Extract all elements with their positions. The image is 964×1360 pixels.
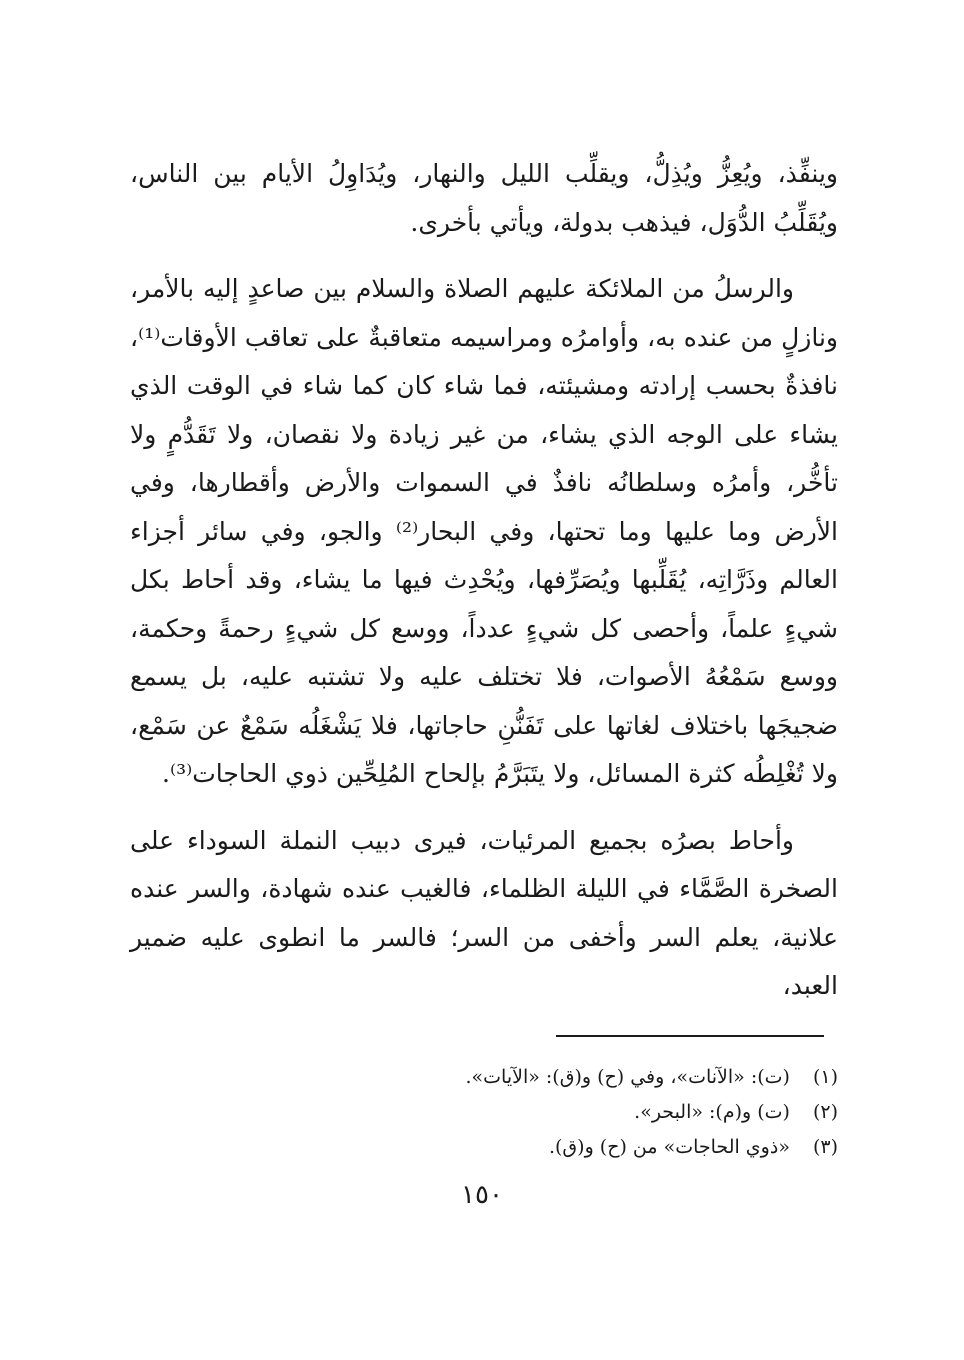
footnote-text: (ت) و(م): «البحر». bbox=[634, 1101, 790, 1123]
paragraph-1: وينفِّذ، ويُعِزُّ ويُذِلُّ، ويقلِّب الليل والنهار، ويُدَاوِلُ الأيام بين الناس، ويُقَلِّبُ الدُّوَل، فيذهب بدولة، ويأتي بأخرى. bbox=[130, 159, 838, 237]
footnote-text: (ت): «الآنات»، وفي (ح) و(ق): «الآيات». bbox=[465, 1066, 790, 1088]
footnote-2 bbox=[130, 1095, 838, 1130]
footnotes bbox=[130, 1060, 838, 1165]
main-text bbox=[130, 150, 838, 1011]
footnote-3 bbox=[130, 1130, 838, 1165]
footnote-number: (٢) bbox=[812, 1101, 838, 1123]
paragraph-2: والرسلُ من الملائكة عليهم الصلاة والسلام بين صاعدٍ إليه بالأمر، ونازلٍ من عنده به، وأوامرُه ومراسيمه متعاقبةٌ على تعاقب الأوقات⁽¹⁾، نافذةٌ بحسب إرادته ومشيئته، فما شاء كان كما شاء في الوقت الذي يشاء على الوجه الذي يشاء، من غير زيادة ولا نقصان، ولا تَقَدُّمٍ ولا تأخُّر، وأمرُه وسلطانُه نافذٌ في السموات والأرض وأقطارها، وفي الأرض وما عليها وما تحتها، وفي البحار⁽²⁾ والجو، وفي سائر أجزاء العالم وذَرَّاتِه، يُقَلِّبها ويُصَرِّفها، ويُحْدِث فيها ما يشاء، وقد أحاط بكل شيءٍ علماً، وأحصى كل شيءٍ عدداً، ووسع كل شيءٍ رحمةً وحكمة، ووسع سَمْعُهُ الأصوات، فلا تختلف عليه ولا تشتبه عليه، بل يسمع ضجيجَها باختلاف لغاتها على تَفَنُّنِ حاجاتها، فلا يَشْغَلُه سَمْعٌ عن سَمْع، ولا تُغْلِطُه كثرة المسائل، ولا يتَبَرَّمُ بإلحاح المُلِحِّين ذوي الحاجات⁽³⁾. bbox=[130, 274, 838, 788]
footnote-text: «ذوي الحاجات» من (ح) و(ق). bbox=[548, 1136, 790, 1158]
footnote-number: (١) bbox=[812, 1066, 838, 1088]
footnote-divider bbox=[556, 1035, 824, 1037]
footnote-1 bbox=[130, 1060, 838, 1095]
paragraph-3: وأحاط بصرُه بجميع المرئيات، فيرى دبيب النملة السوداء على الصخرة الصَّمَّاء في الليلة الظلماء، فالغيب عنده شهادة، والسر عنده علانية، يعلم السر وأخفى من السر؛ فالسر ما انطوى عليه ضمير العبد، bbox=[130, 825, 838, 1000]
footnote-number: (٣) bbox=[812, 1136, 838, 1158]
page-number: ١٥٠ bbox=[461, 1180, 503, 1210]
